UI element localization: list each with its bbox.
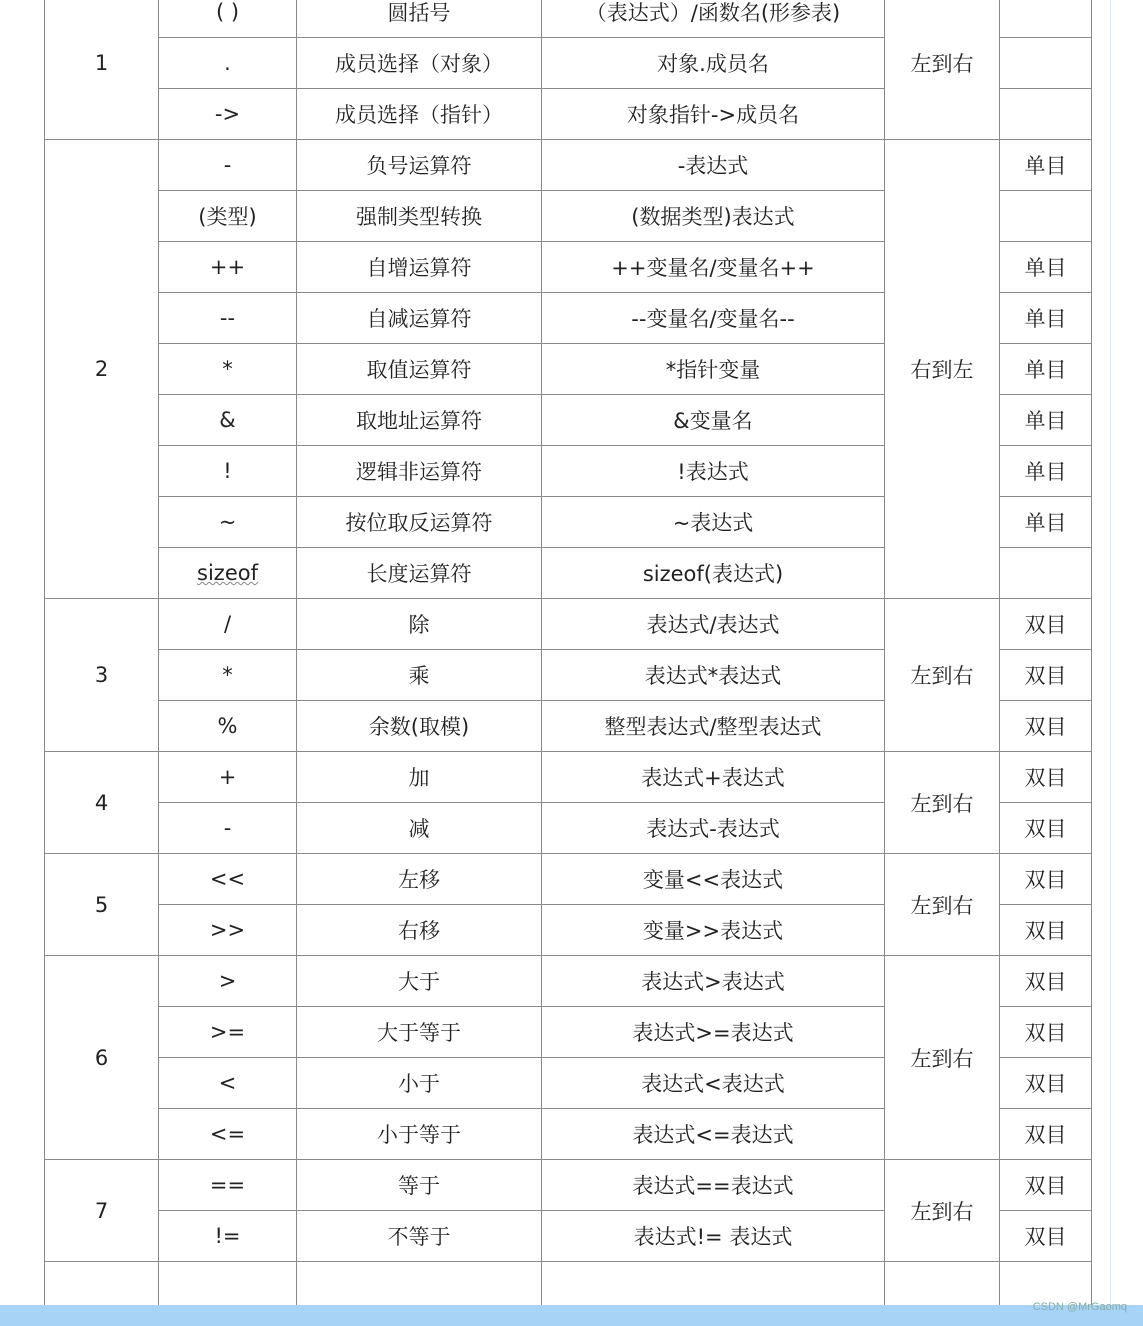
usage-form: 变量<<表达式 [542,854,885,905]
table-row [45,140,1092,191]
precedence-level: 4 [45,752,159,854]
operator: & [159,395,297,446]
usage-form: 表达式>表达式 [542,956,885,1007]
operator-name: 逻辑非运算符 [297,446,542,497]
operand-note [1000,548,1092,599]
usage-form: ~表达式 [542,497,885,548]
operator-name: 右移 [297,905,542,956]
usage-form: 表达式>=表达式 [542,1007,885,1058]
usage-form: !表达式 [542,446,885,497]
usage-form: (数据类型)表达式 [542,191,885,242]
operand-note: 双目 [1000,854,1092,905]
operand-note [1000,38,1092,89]
operator: % [159,701,297,752]
operator: << [159,854,297,905]
operator-name: 乘 [297,650,542,701]
usage-form: 表达式<=表达式 [542,1109,885,1160]
precedence-level: 3 [45,599,159,752]
operator-name: 成员选择（指针） [297,89,542,140]
associativity: 左到右 [885,752,1000,854]
associativity: 左到右 [885,599,1000,752]
operand-note: 双目 [1000,1007,1092,1058]
operand-note: 单目 [1000,395,1092,446]
usage-form: &变量名 [542,395,885,446]
usage-form: 表达式/表达式 [542,599,885,650]
operator-name: 自增运算符 [297,242,542,293]
operator: sizeof [159,548,297,599]
operator-name: 小于等于 [297,1109,542,1160]
precedence-level: 5 [45,854,159,956]
operand-note: 双目 [1000,701,1092,752]
associativity: 右到左 [885,140,1000,599]
operator-name: 自减运算符 [297,293,542,344]
operand-note: 单目 [1000,140,1092,191]
operator-name: 圆括号 [297,0,542,38]
usage-form: sizeof(表达式) [542,548,885,599]
usage-form: 表达式==表达式 [542,1160,885,1211]
operand-note: 双目 [1000,599,1092,650]
operand-note [1000,191,1092,242]
operator: <= [159,1109,297,1160]
operand-note: 双目 [1000,650,1092,701]
operator: . [159,38,297,89]
operator: >> [159,905,297,956]
operand-note: 双目 [1000,1160,1092,1211]
operand-note: 双目 [1000,956,1092,1007]
operator: * [159,650,297,701]
operator-name: 强制类型转换 [297,191,542,242]
operator: ~ [159,497,297,548]
operand-note: 单目 [1000,497,1092,548]
operator-name: 加 [297,752,542,803]
operator-name: 余数(取模) [297,701,542,752]
usage-form: --变量名/变量名-- [542,293,885,344]
usage-form: 表达式!= 表达式 [542,1211,885,1262]
operand-note: 双目 [1000,905,1092,956]
operator-precedence-table [44,0,1092,1313]
precedence-level: 2 [45,140,159,599]
operand-note: 双目 [1000,1058,1092,1109]
operand-note: 单目 [1000,293,1092,344]
table-row [45,752,1092,803]
precedence-level: 7 [45,1160,159,1262]
operator-name: 不等于 [297,1211,542,1262]
operator-name: 长度运算符 [297,548,542,599]
operator: >= [159,1007,297,1058]
operator: == [159,1160,297,1211]
table-row [45,1160,1092,1211]
operand-note: 单目 [1000,242,1092,293]
usage-form: （表达式）/函数名(形参表) [542,0,885,38]
operand-note: 双目 [1000,1211,1092,1262]
usage-form: 表达式<表达式 [542,1058,885,1109]
operand-note [1000,89,1092,140]
operator-name: 大于等于 [297,1007,542,1058]
usage-form: 表达式*表达式 [542,650,885,701]
footer-bar [0,1305,1143,1326]
operand-note: 双目 [1000,803,1092,854]
operator: != [159,1211,297,1262]
usage-form: -表达式 [542,140,885,191]
operator-name: 取地址运算符 [297,395,542,446]
usage-form: ++变量名/变量名++ [542,242,885,293]
operator: ( ) [159,0,297,38]
operator: - [159,140,297,191]
usage-form: 变量>>表达式 [542,905,885,956]
operator: + [159,752,297,803]
operator: < [159,1058,297,1109]
operand-note [1000,0,1092,38]
operator-name: 大于 [297,956,542,1007]
operand-note: 单目 [1000,344,1092,395]
operand-note: 双目 [1000,1109,1092,1160]
operator: -- [159,293,297,344]
watermark: CSDN @MrGaomq [1032,1301,1127,1313]
operator: -> [159,89,297,140]
usage-form: 表达式-表达式 [542,803,885,854]
operator-name: 成员选择（对象） [297,38,542,89]
precedence-level: 1 [45,0,159,140]
associativity: 左到右 [885,854,1000,956]
associativity: 左到右 [885,956,1000,1160]
table-row [45,0,1092,38]
table-row [45,854,1092,905]
operator: * [159,344,297,395]
operator-name: 负号运算符 [297,140,542,191]
operator-name: 等于 [297,1160,542,1211]
table-row [45,599,1092,650]
operator: (类型) [159,191,297,242]
usage-form: *指针变量 [542,344,885,395]
operand-note: 双目 [1000,752,1092,803]
operator-name: 除 [297,599,542,650]
table-row [45,956,1092,1007]
associativity: 左到右 [885,1160,1000,1262]
operand-note: 单目 [1000,446,1092,497]
operator: ++ [159,242,297,293]
usage-form: 对象指针->成员名 [542,89,885,140]
operator: > [159,956,297,1007]
associativity: 左到右 [885,0,1000,140]
divider [1110,0,1111,1305]
operator: / [159,599,297,650]
operator-name: 取值运算符 [297,344,542,395]
precedence-level: 6 [45,956,159,1160]
operator-name: 左移 [297,854,542,905]
usage-form: 表达式+表达式 [542,752,885,803]
operator: - [159,803,297,854]
usage-form: 整型表达式/整型表达式 [542,701,885,752]
operator-name: 小于 [297,1058,542,1109]
operator: ! [159,446,297,497]
operator-name: 按位取反运算符 [297,497,542,548]
usage-form: 对象.成员名 [542,38,885,89]
operator-name: 减 [297,803,542,854]
